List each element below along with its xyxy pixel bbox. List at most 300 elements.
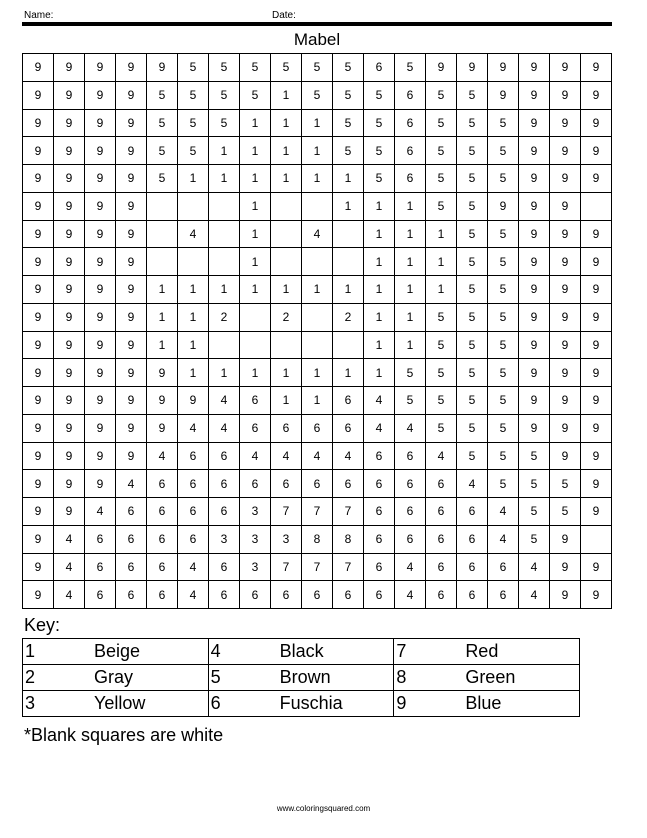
grid-cell: 5 bbox=[426, 414, 457, 442]
key-color-name: Green bbox=[408, 665, 579, 691]
grid-cell: 9 bbox=[550, 442, 581, 470]
key-number: 2 bbox=[23, 665, 38, 691]
grid-cell: 9 bbox=[85, 137, 116, 165]
grid-cell: 6 bbox=[364, 498, 395, 526]
grid-cell: 4 bbox=[178, 220, 209, 248]
grid-cell: 4 bbox=[54, 525, 85, 553]
key-color-name: Yellow bbox=[37, 691, 208, 717]
grid-cell: 5 bbox=[364, 165, 395, 193]
grid-cell: 5 bbox=[488, 470, 519, 498]
grid-cell: 9 bbox=[550, 387, 581, 415]
grid-cell: 5 bbox=[488, 387, 519, 415]
grid-cell: 7 bbox=[333, 553, 364, 581]
grid-cell: 9 bbox=[519, 81, 550, 109]
grid-cell: 6 bbox=[333, 414, 364, 442]
grid-cell: 1 bbox=[178, 359, 209, 387]
grid-cell: 9 bbox=[581, 137, 612, 165]
grid-cell: 9 bbox=[85, 442, 116, 470]
grid-cell: 6 bbox=[426, 525, 457, 553]
grid-row bbox=[23, 387, 612, 415]
grid-cell: 4 bbox=[302, 220, 333, 248]
grid-cell: 5 bbox=[147, 165, 178, 193]
grid-cell: 6 bbox=[85, 525, 116, 553]
grid-cell bbox=[581, 525, 612, 553]
key-row bbox=[23, 691, 580, 717]
grid-cell: 1 bbox=[333, 276, 364, 304]
grid-cell: 9 bbox=[116, 220, 147, 248]
grid-cell: 5 bbox=[457, 303, 488, 331]
grid-cell: 1 bbox=[364, 331, 395, 359]
grid-cell: 9 bbox=[54, 81, 85, 109]
grid-cell: 6 bbox=[209, 470, 240, 498]
grid-cell: 4 bbox=[488, 498, 519, 526]
grid-cell: 1 bbox=[178, 165, 209, 193]
grid-cell: 5 bbox=[364, 137, 395, 165]
grid-cell: 9 bbox=[116, 109, 147, 137]
grid-cell: 4 bbox=[85, 498, 116, 526]
grid-cell: 6 bbox=[147, 498, 178, 526]
grid-cell: 9 bbox=[147, 414, 178, 442]
grid-cell: 4 bbox=[364, 414, 395, 442]
color-key-table bbox=[22, 638, 580, 717]
grid-cell: 9 bbox=[581, 54, 612, 82]
key-color-name: Blue bbox=[408, 691, 579, 717]
key-number: 8 bbox=[394, 665, 409, 691]
grid-cell: 5 bbox=[240, 54, 271, 82]
grid-cell: 9 bbox=[116, 54, 147, 82]
grid-cell: 9 bbox=[23, 303, 54, 331]
grid-cell bbox=[178, 192, 209, 220]
header-rule bbox=[22, 22, 612, 26]
grid-cell: 9 bbox=[54, 165, 85, 193]
grid-row bbox=[23, 442, 612, 470]
grid-cell: 6 bbox=[457, 498, 488, 526]
grid-cell: 4 bbox=[209, 387, 240, 415]
grid-cell: 5 bbox=[457, 109, 488, 137]
grid-cell: 9 bbox=[581, 220, 612, 248]
grid-cell: 9 bbox=[85, 331, 116, 359]
grid-cell: 5 bbox=[488, 359, 519, 387]
grid-cell: 1 bbox=[426, 276, 457, 304]
grid-cell: 1 bbox=[395, 276, 426, 304]
grid-cell: 6 bbox=[209, 581, 240, 609]
grid-cell: 5 bbox=[240, 81, 271, 109]
grid-cell: 9 bbox=[54, 220, 85, 248]
grid-cell: 5 bbox=[178, 109, 209, 137]
key-color-name: Red bbox=[408, 639, 579, 665]
grid-cell: 5 bbox=[519, 442, 550, 470]
grid-cell: 6 bbox=[488, 553, 519, 581]
grid-cell: 1 bbox=[333, 165, 364, 193]
grid-cell: 5 bbox=[519, 525, 550, 553]
grid-cell: 6 bbox=[271, 581, 302, 609]
grid-cell: 9 bbox=[116, 81, 147, 109]
page-title: Mabel bbox=[293, 30, 341, 49]
grid-cell: 9 bbox=[488, 54, 519, 82]
key-color-name: Gray bbox=[37, 665, 208, 691]
grid-cell: 4 bbox=[178, 553, 209, 581]
grid-cell: 9 bbox=[23, 414, 54, 442]
grid-cell: 6 bbox=[395, 525, 426, 553]
grid-cell: 9 bbox=[550, 276, 581, 304]
grid-cell: 1 bbox=[302, 359, 333, 387]
grid-cell: 9 bbox=[519, 109, 550, 137]
grid-cell: 6 bbox=[178, 442, 209, 470]
grid-cell: 9 bbox=[550, 581, 581, 609]
grid-cell: 9 bbox=[85, 276, 116, 304]
grid-cell: 9 bbox=[85, 470, 116, 498]
grid-cell: 1 bbox=[209, 137, 240, 165]
grid-cell: 9 bbox=[23, 276, 54, 304]
grid-cell: 6 bbox=[364, 581, 395, 609]
grid-cell: 9 bbox=[54, 387, 85, 415]
grid-cell: 6 bbox=[147, 581, 178, 609]
grid-cell: 6 bbox=[364, 525, 395, 553]
grid-cell: 4 bbox=[116, 470, 147, 498]
grid-cell: 5 bbox=[488, 414, 519, 442]
grid-cell: 1 bbox=[240, 165, 271, 193]
grid-cell: 6 bbox=[395, 470, 426, 498]
grid-row bbox=[23, 192, 612, 220]
grid-cell: 6 bbox=[240, 470, 271, 498]
grid-cell: 1 bbox=[302, 276, 333, 304]
grid-cell: 9 bbox=[85, 387, 116, 415]
grid-cell: 4 bbox=[395, 414, 426, 442]
grid-cell: 4 bbox=[426, 442, 457, 470]
grid-cell: 9 bbox=[581, 331, 612, 359]
grid-cell: 5 bbox=[488, 220, 519, 248]
grid-cell: 9 bbox=[116, 442, 147, 470]
grid-cell: 4 bbox=[209, 414, 240, 442]
grid-cell: 5 bbox=[488, 137, 519, 165]
grid-cell: 1 bbox=[240, 137, 271, 165]
grid-cell: 5 bbox=[488, 303, 519, 331]
grid-row bbox=[23, 470, 612, 498]
grid-row bbox=[23, 137, 612, 165]
grid-cell: 1 bbox=[364, 303, 395, 331]
grid-cell: 9 bbox=[519, 192, 550, 220]
grid-cell: 5 bbox=[364, 81, 395, 109]
grid-cell: 9 bbox=[85, 81, 116, 109]
grid-row bbox=[23, 414, 612, 442]
grid-cell: 9 bbox=[116, 192, 147, 220]
grid-cell: 6 bbox=[395, 109, 426, 137]
grid-cell: 1 bbox=[209, 165, 240, 193]
grid-cell: 6 bbox=[116, 525, 147, 553]
grid-cell bbox=[209, 220, 240, 248]
grid-cell: 1 bbox=[271, 165, 302, 193]
grid-cell: 5 bbox=[302, 54, 333, 82]
grid-cell: 9 bbox=[54, 470, 85, 498]
grid-cell: 5 bbox=[333, 54, 364, 82]
grid-cell: 1 bbox=[271, 359, 302, 387]
grid-row bbox=[23, 331, 612, 359]
grid-cell: 6 bbox=[178, 470, 209, 498]
grid-row bbox=[23, 276, 612, 304]
grid-cell: 9 bbox=[581, 81, 612, 109]
grid-cell: 9 bbox=[116, 276, 147, 304]
grid-cell: 7 bbox=[302, 498, 333, 526]
grid-cell: 9 bbox=[488, 81, 519, 109]
grid-cell: 9 bbox=[23, 359, 54, 387]
grid-cell: 9 bbox=[54, 54, 85, 82]
grid-cell: 5 bbox=[457, 248, 488, 276]
grid-cell: 6 bbox=[457, 581, 488, 609]
grid-cell: 6 bbox=[395, 498, 426, 526]
grid-cell: 1 bbox=[271, 387, 302, 415]
grid-cell: 1 bbox=[426, 220, 457, 248]
grid-cell: 1 bbox=[271, 81, 302, 109]
grid-cell: 5 bbox=[488, 331, 519, 359]
grid-cell: 5 bbox=[426, 165, 457, 193]
grid-cell: 9 bbox=[116, 248, 147, 276]
grid-cell: 1 bbox=[395, 192, 426, 220]
grid-cell: 9 bbox=[54, 498, 85, 526]
blank-note: *Blank squares are white bbox=[24, 725, 224, 745]
grid-cell: 9 bbox=[178, 387, 209, 415]
grid-cell bbox=[271, 331, 302, 359]
grid-cell: 9 bbox=[85, 303, 116, 331]
grid-cell: 9 bbox=[581, 442, 612, 470]
grid-cell: 9 bbox=[519, 414, 550, 442]
grid-cell: 7 bbox=[271, 498, 302, 526]
grid-cell: 9 bbox=[23, 581, 54, 609]
grid-cell: 9 bbox=[23, 165, 54, 193]
grid-cell: 5 bbox=[395, 387, 426, 415]
grid-cell bbox=[240, 331, 271, 359]
grid-cell: 6 bbox=[395, 442, 426, 470]
grid-cell: 6 bbox=[395, 81, 426, 109]
grid-cell: 4 bbox=[54, 553, 85, 581]
grid-cell: 1 bbox=[395, 331, 426, 359]
grid-cell: 4 bbox=[364, 387, 395, 415]
grid-cell: 1 bbox=[333, 192, 364, 220]
grid-cell: 6 bbox=[302, 470, 333, 498]
grid-cell: 1 bbox=[426, 248, 457, 276]
grid-cell: 9 bbox=[550, 192, 581, 220]
grid-cell: 6 bbox=[147, 525, 178, 553]
grid-cell bbox=[240, 303, 271, 331]
grid-cell bbox=[581, 192, 612, 220]
grid-cell: 1 bbox=[240, 248, 271, 276]
grid-cell: 9 bbox=[550, 525, 581, 553]
grid-cell: 9 bbox=[581, 414, 612, 442]
grid-cell: 7 bbox=[271, 553, 302, 581]
grid-cell: 5 bbox=[395, 359, 426, 387]
grid-cell: 5 bbox=[426, 387, 457, 415]
grid-cell: 9 bbox=[550, 553, 581, 581]
grid-cell: 5 bbox=[147, 137, 178, 165]
grid-cell: 9 bbox=[23, 248, 54, 276]
grid-cell: 5 bbox=[333, 137, 364, 165]
grid-cell: 9 bbox=[54, 276, 85, 304]
key-number: 7 bbox=[394, 639, 409, 665]
grid-cell: 1 bbox=[395, 220, 426, 248]
grid-cell: 6 bbox=[426, 470, 457, 498]
grid-row bbox=[23, 498, 612, 526]
grid-cell: 6 bbox=[364, 470, 395, 498]
grid-cell: 8 bbox=[333, 525, 364, 553]
grid-cell: 5 bbox=[457, 442, 488, 470]
grid-cell: 9 bbox=[426, 54, 457, 82]
grid-cell: 5 bbox=[426, 303, 457, 331]
grid-cell: 9 bbox=[23, 553, 54, 581]
grid-cell: 5 bbox=[457, 276, 488, 304]
grid-cell: 6 bbox=[488, 581, 519, 609]
grid-cell: 1 bbox=[178, 276, 209, 304]
grid-cell: 5 bbox=[178, 137, 209, 165]
grid-row bbox=[23, 553, 612, 581]
grid-cell: 6 bbox=[457, 553, 488, 581]
grid-cell: 9 bbox=[116, 387, 147, 415]
grid-cell: 6 bbox=[147, 553, 178, 581]
grid-cell: 9 bbox=[519, 276, 550, 304]
grid-cell: 9 bbox=[23, 525, 54, 553]
grid-cell: 5 bbox=[209, 109, 240, 137]
grid-cell bbox=[147, 248, 178, 276]
key-row bbox=[23, 665, 580, 691]
grid-row bbox=[23, 81, 612, 109]
grid-cell: 9 bbox=[23, 220, 54, 248]
grid-cell: 8 bbox=[302, 525, 333, 553]
grid-cell: 6 bbox=[271, 470, 302, 498]
grid-cell: 5 bbox=[333, 81, 364, 109]
grid-cell: 9 bbox=[116, 359, 147, 387]
grid-cell: 5 bbox=[426, 81, 457, 109]
grid-cell: 7 bbox=[302, 553, 333, 581]
grid-cell: 6 bbox=[271, 414, 302, 442]
key-color-name: Brown bbox=[223, 665, 394, 691]
grid-cell: 6 bbox=[147, 470, 178, 498]
grid-cell: 6 bbox=[364, 442, 395, 470]
grid-cell: 9 bbox=[519, 54, 550, 82]
grid-cell: 9 bbox=[54, 137, 85, 165]
grid-cell: 6 bbox=[85, 581, 116, 609]
grid-cell: 6 bbox=[364, 54, 395, 82]
grid-cell: 1 bbox=[147, 331, 178, 359]
grid-cell: 9 bbox=[54, 109, 85, 137]
grid-cell: 9 bbox=[581, 165, 612, 193]
grid-cell: 9 bbox=[581, 303, 612, 331]
grid-cell: 1 bbox=[178, 331, 209, 359]
grid-cell: 9 bbox=[519, 303, 550, 331]
grid-cell: 9 bbox=[54, 192, 85, 220]
grid-cell: 4 bbox=[271, 442, 302, 470]
grid-cell: 9 bbox=[23, 442, 54, 470]
grid-cell: 9 bbox=[85, 54, 116, 82]
grid-cell: 9 bbox=[519, 331, 550, 359]
key-color-name: Black bbox=[223, 639, 394, 665]
grid-cell: 5 bbox=[426, 137, 457, 165]
grid-cell: 5 bbox=[488, 442, 519, 470]
grid-cell bbox=[271, 192, 302, 220]
grid-cell: 6 bbox=[178, 525, 209, 553]
grid-cell: 9 bbox=[550, 303, 581, 331]
grid-cell: 9 bbox=[54, 359, 85, 387]
grid-cell: 6 bbox=[178, 498, 209, 526]
grid-cell: 5 bbox=[426, 109, 457, 137]
grid-cell bbox=[333, 220, 364, 248]
grid-cell: 1 bbox=[271, 109, 302, 137]
key-number: 6 bbox=[208, 691, 223, 717]
grid-cell: 2 bbox=[209, 303, 240, 331]
grid-cell: 9 bbox=[147, 359, 178, 387]
grid-row bbox=[23, 54, 612, 82]
grid-cell: 1 bbox=[240, 359, 271, 387]
grid-cell bbox=[333, 248, 364, 276]
grid-cell: 9 bbox=[581, 553, 612, 581]
grid-cell: 6 bbox=[457, 525, 488, 553]
grid-cell: 1 bbox=[302, 137, 333, 165]
grid-cell: 6 bbox=[302, 414, 333, 442]
grid-cell: 5 bbox=[333, 109, 364, 137]
grid-cell: 6 bbox=[333, 581, 364, 609]
coloring-grid bbox=[22, 53, 612, 609]
grid-cell: 9 bbox=[550, 109, 581, 137]
grid-cell bbox=[271, 220, 302, 248]
footer-url: www.coloringsquared.com bbox=[276, 804, 371, 813]
grid-cell: 9 bbox=[23, 331, 54, 359]
grid-cell: 5 bbox=[488, 165, 519, 193]
grid-cell: 5 bbox=[395, 54, 426, 82]
grid-cell: 6 bbox=[240, 387, 271, 415]
grid-cell: 9 bbox=[550, 248, 581, 276]
grid-cell: 3 bbox=[240, 498, 271, 526]
grid-cell: 5 bbox=[457, 220, 488, 248]
grid-cell bbox=[147, 220, 178, 248]
grid-cell: 4 bbox=[488, 525, 519, 553]
grid-cell: 4 bbox=[457, 470, 488, 498]
grid-cell: 6 bbox=[209, 553, 240, 581]
grid-cell: 4 bbox=[240, 442, 271, 470]
grid-cell: 1 bbox=[364, 220, 395, 248]
grid-cell: 2 bbox=[333, 303, 364, 331]
grid-cell: 9 bbox=[85, 359, 116, 387]
name-label: Name: bbox=[24, 10, 54, 21]
grid-cell: 1 bbox=[364, 276, 395, 304]
grid-cell: 9 bbox=[457, 54, 488, 82]
grid-cell: 5 bbox=[457, 81, 488, 109]
grid-cell: 6 bbox=[333, 470, 364, 498]
grid-cell: 6 bbox=[426, 498, 457, 526]
date-label: Date: bbox=[272, 10, 296, 21]
grid-cell: 3 bbox=[209, 525, 240, 553]
grid-cell: 9 bbox=[550, 137, 581, 165]
grid-cell: 1 bbox=[333, 359, 364, 387]
grid-cell: 9 bbox=[23, 387, 54, 415]
grid-cell bbox=[302, 331, 333, 359]
grid-cell: 9 bbox=[23, 137, 54, 165]
grid-cell: 1 bbox=[364, 192, 395, 220]
grid-row bbox=[23, 525, 612, 553]
grid-cell: 1 bbox=[178, 303, 209, 331]
key-row bbox=[23, 639, 580, 665]
grid-cell: 9 bbox=[85, 192, 116, 220]
grid-row bbox=[23, 109, 612, 137]
grid-cell: 6 bbox=[395, 165, 426, 193]
grid-cell: 3 bbox=[271, 525, 302, 553]
grid-cell: 1 bbox=[240, 192, 271, 220]
grid-cell: 5 bbox=[457, 387, 488, 415]
grid-cell: 9 bbox=[85, 109, 116, 137]
grid-cell: 9 bbox=[488, 192, 519, 220]
grid-cell: 1 bbox=[240, 276, 271, 304]
grid-row bbox=[23, 581, 612, 609]
key-color-name: Beige bbox=[37, 639, 208, 665]
grid-cell: 9 bbox=[550, 54, 581, 82]
grid-cell: 9 bbox=[116, 331, 147, 359]
grid-cell bbox=[302, 303, 333, 331]
